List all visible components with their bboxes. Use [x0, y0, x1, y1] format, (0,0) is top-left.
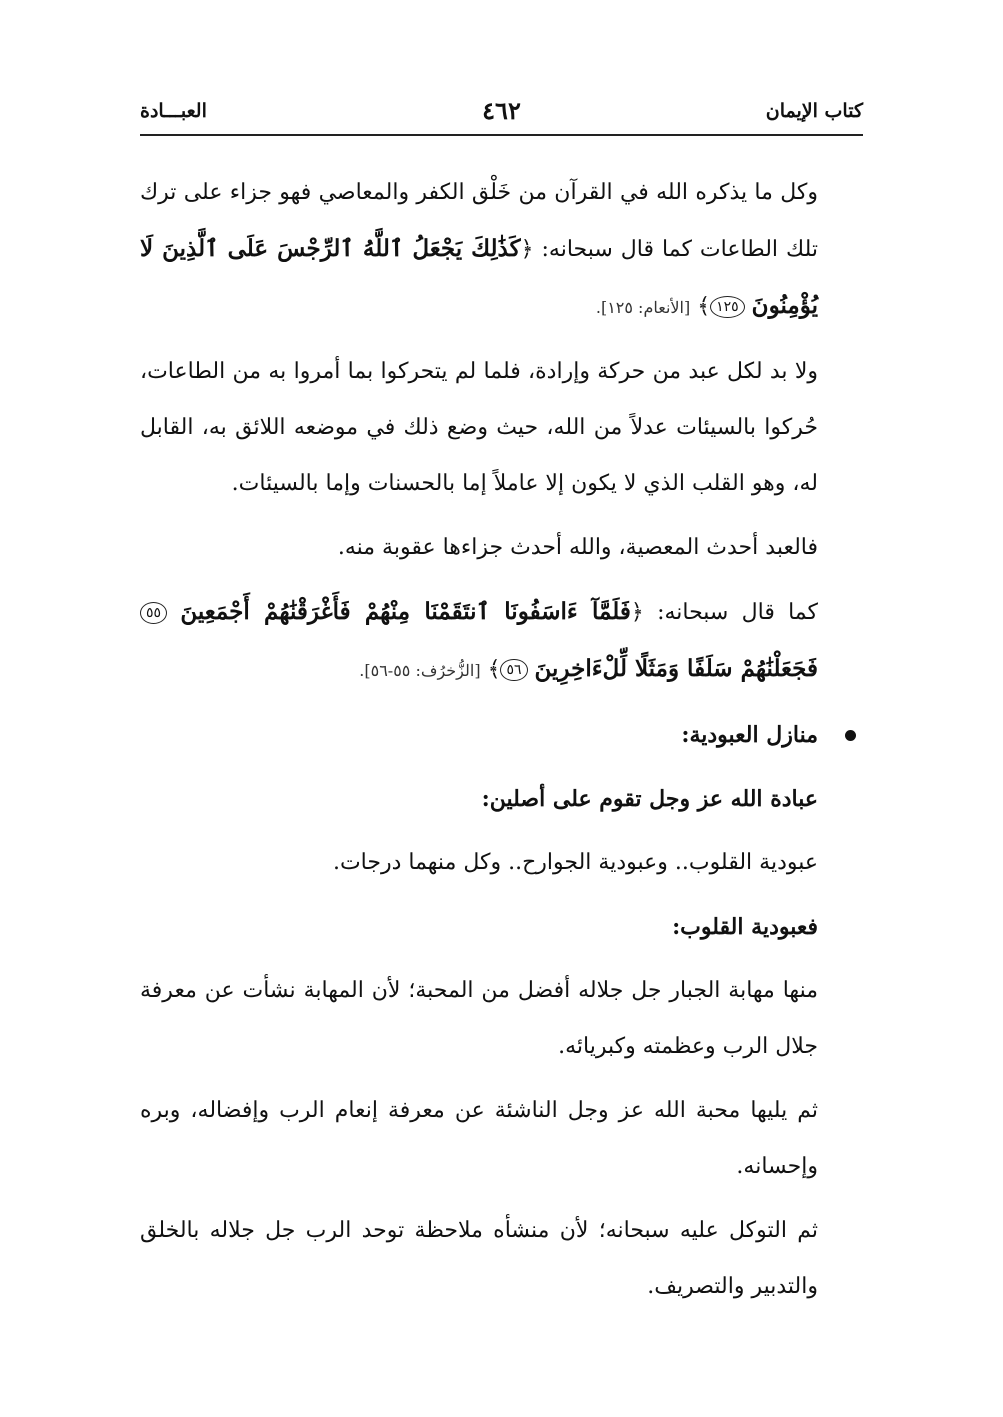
quran-reference: [الأنعام: ١٢٥].	[595, 298, 691, 317]
quran-open-bracket: ﴿	[630, 600, 644, 625]
quran-open-bracket: ﴿	[520, 237, 534, 262]
bullet-icon	[845, 730, 856, 741]
paragraph-4-intro: كما قال سبحانه:	[657, 600, 818, 625]
paragraph-1-line-1: وكل ما يذكره الله في القرآن من خَلْق الكفر والمعاصي فهو جزاء على ترك	[140, 180, 818, 205]
paragraph-1	[140, 165, 818, 336]
section-title: العبـــادة	[140, 100, 207, 122]
quran-verse: فَلَمَّآ ءَاسَفُونَا ٱنتَقَمْنَا مِنْهُمْ فَأَغْرَقْنَٰهُمْ أَجْمَعِينَ	[180, 598, 631, 625]
paragraph-2: ولا بد لكل عبد من حركة وإرادة، فلما لم يتحركوا بما أمروا به من الطاعات، حُركوا بالسيئات عدلاً من الله، حيث وضع ذلك في موضعه اللائق به، القابل له، وهو القلب الذي لا يكون إلا عاملاً إما بالحسنات وإما بالسيئات.	[140, 359, 818, 496]
ayah-number-icon: ٥٥	[140, 602, 167, 624]
paragraph-7: ثم يليها محبة الله عز وجل الناشئة عن معرفة إنعام الرب وإفضاله، وبره وإحسانه.	[140, 1098, 818, 1179]
quran-close-bracket: ﴾	[487, 657, 501, 682]
ayah-number-icon: ٥٦	[500, 659, 527, 681]
paragraph-6: منها مهابة الجبار جل جلاله أفضل من المحبة؛ لأن المهابة نشأت عن معرفة جلال الرب وعظمته وكبريائه.	[140, 978, 818, 1059]
paragraph-4	[140, 584, 818, 699]
quran-verse: كَذَٰلِكَ يَجْعَلُ ٱللَّهُ ٱلرِّجْسَ عَلَى ٱلَّذِينَ لَا يُؤْمِنُونَ	[140, 235, 818, 319]
quran-close-bracket: ﴾	[697, 294, 711, 319]
subheading-hearts: فعبودية القلوب:	[672, 914, 818, 940]
book-title: كتاب الإيمان	[765, 100, 863, 122]
paragraph-8: ثم التوكل عليه سبحانه؛ لأن منشأه ملاحظة توحد الرب جل جلاله بالخلق والتدبير والتصريف.	[140, 1218, 818, 1299]
quran-verse: فَجَعَلْنَٰهُمْ سَلَفًا وَمَثَلًا لِّلْءَاخِرِينَ	[534, 655, 818, 682]
heading-text: منازل العبودية:	[681, 722, 818, 748]
paragraph-5: عبودية القلوب.. وعبودية الجوارح.. وكل منهما درجات.	[332, 850, 818, 875]
subheading-two-foundations: عبادة الله عز وجل تقوم على أصلين:	[481, 786, 818, 812]
ayah-number-icon: ١٢٥	[710, 296, 745, 318]
quran-reference: [الزُّخرُف: ٥٥-٥٦].	[359, 661, 481, 680]
page-number: ٤٦٢	[482, 96, 521, 125]
page-header	[140, 96, 863, 134]
paragraph-1-line-2: تلك الطاعات كما قال سبحانه:	[541, 237, 818, 262]
page-body	[140, 165, 818, 1315]
header-divider	[140, 134, 863, 136]
heading-ubudiyya	[140, 707, 818, 763]
paragraph-3: فالعبد أحدث المعصية، والله أحدث جزاءها عقوبة منه.	[337, 535, 818, 560]
